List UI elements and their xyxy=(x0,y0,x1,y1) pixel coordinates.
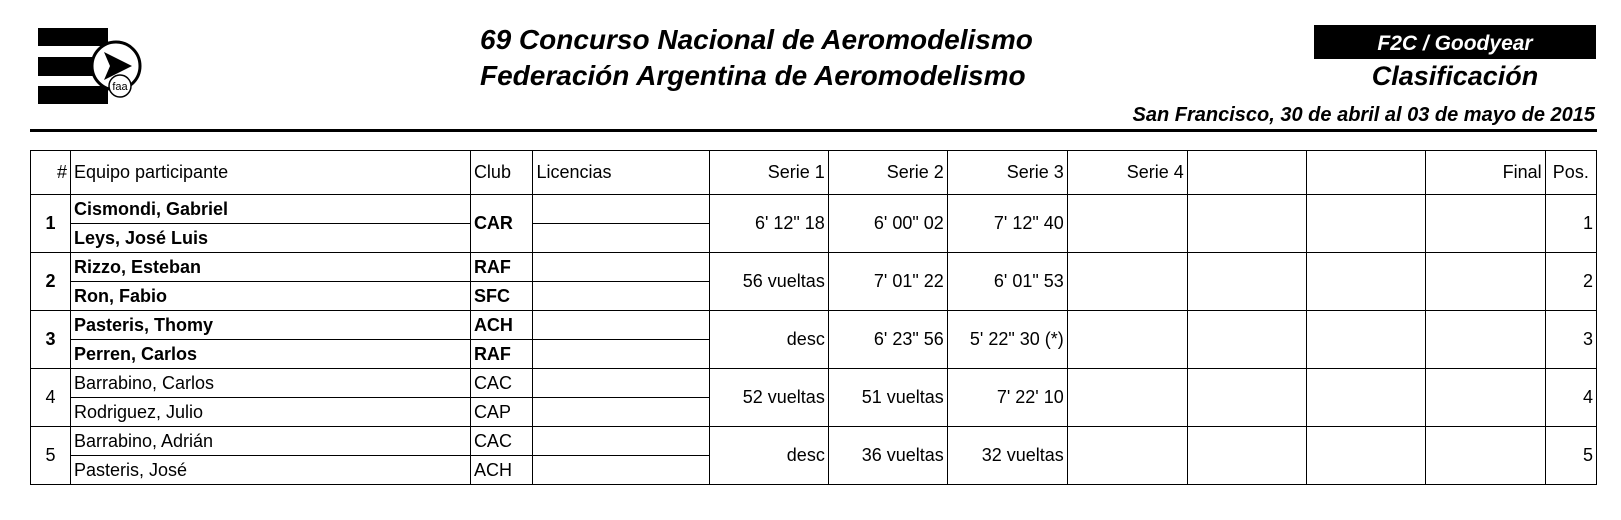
blank-cell xyxy=(1187,253,1306,311)
blank-cell xyxy=(1306,195,1425,253)
header-divider xyxy=(30,129,1597,132)
serie1-result: 52 vueltas xyxy=(709,369,828,427)
blank-cell xyxy=(1306,369,1425,427)
club-cell: ACH xyxy=(470,456,533,485)
team-number: 5 xyxy=(31,427,71,485)
location-dates: San Francisco, 30 de abril al 03 de mayo de 2015 xyxy=(1132,104,1595,126)
serie2-result: 6' 23" 56 xyxy=(828,311,947,369)
category-badge: F2C / Goodyear xyxy=(1314,25,1596,59)
license-cell xyxy=(533,253,709,282)
blank-cell xyxy=(1187,195,1306,253)
position: 4 xyxy=(1545,369,1596,427)
header-row xyxy=(31,151,1597,195)
pilot-name: Perren, Carlos xyxy=(70,340,470,369)
serie3-result: 7' 12" 40 xyxy=(947,195,1067,253)
pilot-name: Rizzo, Esteban xyxy=(70,253,470,282)
club-cell: CAC xyxy=(470,427,533,456)
final-result xyxy=(1425,311,1545,369)
position: 1 xyxy=(1545,195,1596,253)
blank-cell xyxy=(1306,253,1425,311)
event-title: 69 Concurso Nacional de Aeromodelismo xyxy=(480,24,1033,55)
pilot-name: Ron, Fabio xyxy=(70,282,470,311)
blank-cell xyxy=(1187,427,1306,485)
position: 5 xyxy=(1545,427,1596,485)
pilot-name: Barrabino, Adrián xyxy=(70,427,470,456)
team-number: 2 xyxy=(31,253,71,311)
team-row xyxy=(31,253,1597,282)
serie1-result: 6' 12" 18 xyxy=(709,195,828,253)
blank-cell xyxy=(1306,427,1425,485)
team-number: 3 xyxy=(31,311,71,369)
serie4-result xyxy=(1067,369,1187,427)
serie1-result: 56 vueltas xyxy=(709,253,828,311)
serie4-result xyxy=(1067,253,1187,311)
license-cell xyxy=(533,427,709,456)
pilot-name: Barrabino, Carlos xyxy=(70,369,470,398)
club-cell: RAF xyxy=(470,340,533,369)
final-result xyxy=(1425,253,1545,311)
serie3-result: 5' 22" 30 (*) xyxy=(947,311,1067,369)
serie3-result: 32 vueltas xyxy=(947,427,1067,485)
team-row xyxy=(31,311,1597,340)
position: 3 xyxy=(1545,311,1596,369)
col-header-licenses: Licencias xyxy=(533,151,709,195)
club-cell: ACH xyxy=(470,311,533,340)
position: 2 xyxy=(1545,253,1596,311)
team-row xyxy=(31,195,1597,224)
col-header-team: Equipo participante xyxy=(70,151,470,195)
license-cell xyxy=(533,311,709,340)
col-header-serie2: Serie 2 xyxy=(828,151,947,195)
team-number: 4 xyxy=(31,369,71,427)
col-header-num: # xyxy=(31,151,71,195)
col-header-final: Final xyxy=(1425,151,1545,195)
results-table xyxy=(30,150,1597,485)
serie1-result: desc xyxy=(709,427,828,485)
team-row xyxy=(31,369,1597,398)
pilot-name: Pasteris, José xyxy=(70,456,470,485)
logo-text: faa xyxy=(112,81,128,93)
club-cell: SFC xyxy=(470,282,533,311)
final-result xyxy=(1425,427,1545,485)
serie3-result: 6' 01" 53 xyxy=(947,253,1067,311)
final-result xyxy=(1425,195,1545,253)
serie3-result: 7' 22' 10 xyxy=(947,369,1067,427)
blank-cell xyxy=(1187,369,1306,427)
col-header-club: Club xyxy=(470,151,533,195)
team-number: 1 xyxy=(31,195,71,253)
blank-cell xyxy=(1306,311,1425,369)
serie2-result: 6' 00" 02 xyxy=(828,195,947,253)
final-result xyxy=(1425,369,1545,427)
blank-cell xyxy=(1187,311,1306,369)
serie4-result xyxy=(1067,311,1187,369)
license-cell xyxy=(533,224,709,253)
license-cell xyxy=(533,195,709,224)
col-header-serie4: Serie 4 xyxy=(1067,151,1187,195)
serie4-result xyxy=(1067,427,1187,485)
col-header-blank1 xyxy=(1187,151,1306,195)
team-row xyxy=(31,427,1597,456)
serie1-result: desc xyxy=(709,311,828,369)
serie4-result xyxy=(1067,195,1187,253)
pilot-name: Cismondi, Gabriel xyxy=(70,195,470,224)
club-cell: RAF xyxy=(470,253,533,282)
license-cell xyxy=(533,340,709,369)
federation-title: Federación Argentina de Aeromodelismo xyxy=(480,60,1026,91)
col-header-serie1: Serie 1 xyxy=(709,151,828,195)
classification-subtitle: Clasificación xyxy=(1371,61,1539,91)
pilot-name: Pasteris, Thomy xyxy=(70,311,470,340)
col-header-pos: Pos. xyxy=(1545,151,1596,195)
license-cell xyxy=(533,456,709,485)
license-cell xyxy=(533,398,709,427)
license-cell xyxy=(533,282,709,311)
pilot-name: Leys, José Luis xyxy=(70,224,470,253)
club-cell: CAR xyxy=(470,195,533,253)
faa-logo xyxy=(38,28,144,108)
club-cell: CAP xyxy=(470,398,533,427)
license-cell xyxy=(533,369,709,398)
serie2-result: 7' 01" 22 xyxy=(828,253,947,311)
club-cell: CAC xyxy=(470,369,533,398)
pilot-name: Rodriguez, Julio xyxy=(70,398,470,427)
serie2-result: 51 vueltas xyxy=(828,369,947,427)
col-header-blank2 xyxy=(1306,151,1425,195)
serie2-result: 36 vueltas xyxy=(828,427,947,485)
col-header-serie3: Serie 3 xyxy=(947,151,1067,195)
